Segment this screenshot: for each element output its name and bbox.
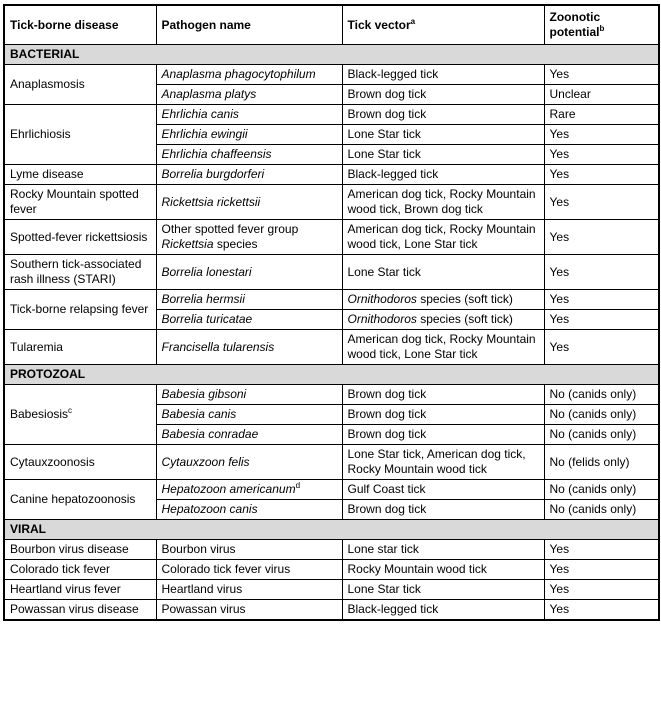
cell-vector: Black-legged tick [342,165,544,185]
cell-disease: Anaplasmosis [4,65,156,105]
cell-disease: Tick-borne relapsing fever [4,290,156,330]
table-row [4,185,659,220]
cell-pathogen: Borrelia hermsii [156,290,342,310]
pathogen-text: Other spotted fever group [161,222,299,236]
table-row [4,580,659,600]
table-row [4,385,659,405]
cell-zoonotic: Yes [544,220,659,255]
vector-text: species (soft tick) [416,292,513,306]
footnote-marker-d: d [295,481,301,490]
cell-zoonotic: Yes [544,540,659,560]
section-label: BACTERIAL [4,45,659,65]
footnote-marker-a: a [410,16,416,26]
cell-disease: Cytauxzoonosis [4,445,156,480]
table-row [4,540,659,560]
cell-disease: Heartland virus fever [4,580,156,600]
cell-pathogen: Heartland virus [156,580,342,600]
section-label: PROTOZOAL [4,365,659,385]
cell-pathogen: Ehrlichia ewingii [156,125,342,145]
cell-pathogen: Bourbon virus [156,540,342,560]
cell-vector: Rocky Mountain wood tick [342,560,544,580]
cell-vector: Brown dog tick [342,425,544,445]
cell-zoonotic: Yes [544,290,659,310]
cell-zoonotic: Unclear [544,85,659,105]
cell-pathogen [156,220,342,255]
pathogen-genus: Rickettsia [161,237,214,251]
table-row [4,445,659,480]
section-label: VIRAL [4,520,659,540]
cell-zoonotic: Rare [544,105,659,125]
cell-zoonotic: No (canids only) [544,405,659,425]
cell-pathogen: Hepatozoon canis [156,500,342,520]
cell-pathogen: Borrelia burgdorferi [156,165,342,185]
cell-vector: Lone Star tick [342,145,544,165]
cell-disease: Bourbon virus disease [4,540,156,560]
col-header-disease: Tick-borne disease [4,5,156,45]
table-row [4,255,659,290]
cell-disease: Tularemia [4,330,156,365]
cell-disease: Spotted-fever rickettsiosis [4,220,156,255]
cell-pathogen: Ehrlichia canis [156,105,342,125]
col-header-vector [342,5,544,45]
vector-genus: Ornithodoros [347,312,417,326]
table-row [4,330,659,365]
table-row [4,480,659,500]
cell-pathogen [156,480,342,500]
col-header-zoonotic-label: Zoonotic potential [549,10,601,39]
cell-disease: Southern tick-associated rash illness (STARI) [4,255,156,290]
cell-vector: Lone Star tick [342,125,544,145]
cell-zoonotic: Yes [544,580,659,600]
cell-pathogen: Babesia canis [156,405,342,425]
section-row-protozoal [4,365,659,385]
cell-vector: Brown dog tick [342,405,544,425]
disease-text: Babesiosis [10,407,69,421]
cell-zoonotic: Yes [544,310,659,330]
cell-zoonotic: No (canids only) [544,425,659,445]
cell-vector [342,310,544,330]
cell-disease: Powassan virus disease [4,600,156,621]
vector-text: species (soft tick) [416,312,513,326]
cell-vector: Lone Star tick [342,255,544,290]
cell-zoonotic: Yes [544,65,659,85]
cell-zoonotic: Yes [544,330,659,365]
cell-pathogen: Cytauxzoon felis [156,445,342,480]
cell-zoonotic: Yes [544,255,659,290]
cell-vector: Lone Star tick, American dog tick, Rocky Mountain wood tick [342,445,544,480]
cell-vector: Gulf Coast tick [342,480,544,500]
cell-zoonotic: Yes [544,145,659,165]
cell-vector: Black-legged tick [342,65,544,85]
cell-vector: Lone star tick [342,540,544,560]
cell-zoonotic: No (canids only) [544,500,659,520]
cell-vector: Lone Star tick [342,580,544,600]
cell-vector: Brown dog tick [342,385,544,405]
cell-zoonotic: Yes [544,125,659,145]
cell-pathogen: Anaplasma platys [156,85,342,105]
cell-pathogen: Ehrlichia chaffeensis [156,145,342,165]
cell-zoonotic: Yes [544,560,659,580]
cell-zoonotic: Yes [544,185,659,220]
cell-disease: Rocky Mountain spotted fever [4,185,156,220]
footnote-marker-c: c [68,406,73,415]
cell-pathogen: Babesia conradae [156,425,342,445]
cell-pathogen: Anaplasma phagocytophilum [156,65,342,85]
cell-vector: American dog tick, Rocky Mountain wood tick, Lone Star tick [342,330,544,365]
cell-vector [342,290,544,310]
cell-vector: American dog tick, Rocky Mountain wood tick, Brown dog tick [342,185,544,220]
section-row-bacterial [4,45,659,65]
header-row [4,5,659,45]
table-row [4,220,659,255]
cell-disease: Ehrlichiosis [4,105,156,165]
cell-pathogen: Borrelia turicatae [156,310,342,330]
section-row-viral [4,520,659,540]
cell-disease: Lyme disease [4,165,156,185]
cell-disease: Canine hepatozoonosis [4,480,156,520]
cell-zoonotic: No (felids only) [544,445,659,480]
cell-vector: American dog tick, Rocky Mountain wood tick, Lone Star tick [342,220,544,255]
cell-zoonotic: Yes [544,165,659,185]
cell-zoonotic: No (canids only) [544,480,659,500]
table-row [4,105,659,125]
pathogen-text: Hepatozoon americanum [161,482,296,496]
cell-pathogen: Colorado tick fever virus [156,560,342,580]
cell-pathogen: Powassan virus [156,600,342,621]
cell-pathogen: Babesia gibsoni [156,385,342,405]
cell-pathogen: Borrelia lonestari [156,255,342,290]
cell-zoonotic: Yes [544,600,659,621]
cell-vector: Brown dog tick [342,85,544,105]
cell-vector: Black-legged tick [342,600,544,621]
table-row [4,600,659,621]
table-row [4,290,659,310]
col-header-vector-label: Tick vector [347,17,411,32]
table-row [4,560,659,580]
cell-disease [4,385,156,445]
col-header-pathogen: Pathogen name [156,5,342,45]
table-row [4,65,659,85]
cell-pathogen: Francisella tularensis [156,330,342,365]
cell-pathogen: Rickettsia rickettsii [156,185,342,220]
vector-genus: Ornithodoros [347,292,417,306]
cell-zoonotic: No (canids only) [544,385,659,405]
table-row [4,165,659,185]
footnote-marker-b: b [599,24,605,33]
cell-disease: Colorado tick fever [4,560,156,580]
pathogen-text: species [213,237,258,251]
cell-vector: Brown dog tick [342,500,544,520]
tick-borne-disease-table [3,4,660,621]
col-header-zoonotic [544,5,659,45]
cell-vector: Brown dog tick [342,105,544,125]
